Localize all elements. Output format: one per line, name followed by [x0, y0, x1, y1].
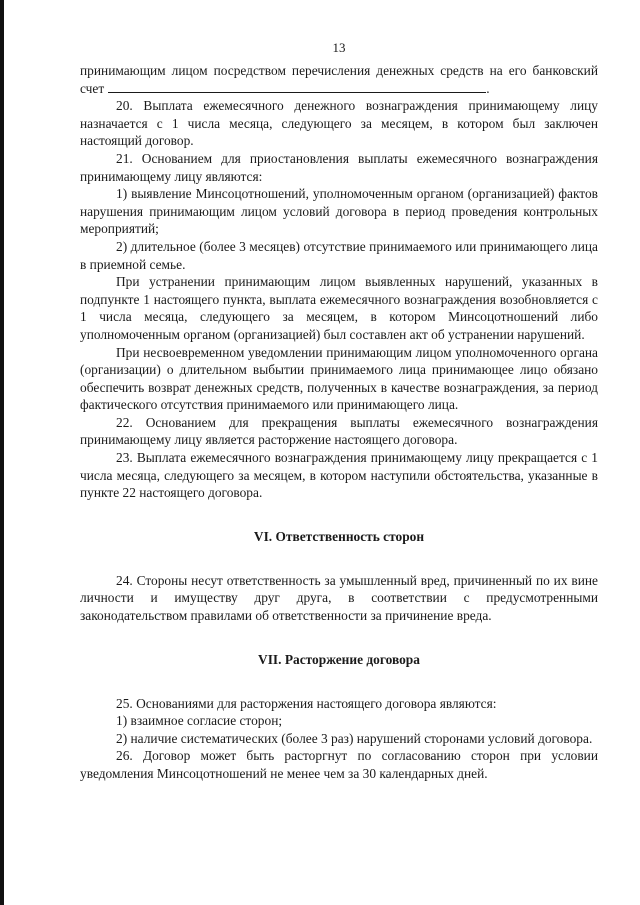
document-page	[80, 40, 598, 783]
paragraph-21: 21. Основанием для приостановления выплаты ежемесячного вознаграждения принимающему лицу являются:	[80, 150, 598, 184]
paragraph-25-item-1: 1) взаимное согласие сторон;	[116, 713, 283, 729]
scan-edge	[0, 0, 4, 905]
paragraph-21-item-1: 1) выявление Минсоцотношений, уполномоченным органом (организацией) фактов нарушения принимающим лицом условий договора в период проведения контрольных мероприятий;	[80, 186, 598, 237]
paragraph-continuation-text: принимающим лицом посредством перечисления денежных средств на его банковский счет	[80, 63, 598, 96]
section-heading-vi: VI. Ответственность сторон	[253, 528, 425, 544]
paragraph-24: 24. Стороны несут ответственность за умышленный вред, причиненный по их вине личности и имуществу друг друга, в соответствии с предусмотренными законодательством правилами об ответственности за причинение вреда.	[80, 572, 598, 624]
paragraph-20: 20. Выплата ежемесячного денежного вознаграждения принимающему лицу назначается с 1 числа месяца, следующего за месяцем, в котором был заключен настоящий договор.	[80, 98, 598, 149]
paragraph-25-item-2: 2) наличие систематических (более 3 раз) нарушений сторонами условий договора.	[116, 730, 593, 746]
section-heading-vii: VII. Расторжение договора	[258, 651, 420, 667]
paragraph-21-refund: При несвоевременном уведомлении принимающим лицом уполномоченного органа (организации) о длительном выбытии принимаемого лица принимающее лицо обязано обеспечить возврат денежных средств, полученных в качестве вознаграждения, за период фактического отсутствия принимаемого или принимающего лица.	[80, 344, 598, 413]
bank-account-blank-line	[108, 80, 486, 93]
paragraph-22: 22. Основанием для прекращения выплаты ежемесячного вознаграждения принимающему лицу является расторжение настоящего договора.	[80, 414, 598, 448]
paragraph-continuation-end: .	[486, 80, 490, 96]
paragraph-26: 26. Договор может быть расторгнут по согласованию сторон при условии уведомления Минсоцотношений не менее чем за 30 календарных дней.	[80, 748, 598, 781]
paragraph-23: 23. Выплата ежемесячного вознаграждения принимающему лицу прекращается с 1 числа месяца, следующего за месяцем, в котором наступили обстоятельства, указанные в пункте 22 настоящего договора.	[80, 450, 598, 501]
paragraph-21-item-2: 2) длительное (более 3 месяцев) отсутствие принимаемого или принимающего лица в приемной семье.	[80, 238, 598, 272]
page-number: 13	[332, 40, 346, 55]
paragraph-25: 25. Основаниями для расторжения настоящего договора являются:	[116, 695, 497, 711]
paragraph-continuation	[80, 62, 598, 97]
paragraph-21-resume: При устранении принимающим лицом выявленных нарушений, указанных в подпункте 1 настоящего пункта, выплата ежемесячного вознаграждения возобновляется с 1 числа месяца, следующего за месяцем, в котором Минсоцотношений либо уполномоченным органом (организацией) был составлен акт об устранении нарушений.	[80, 274, 598, 342]
